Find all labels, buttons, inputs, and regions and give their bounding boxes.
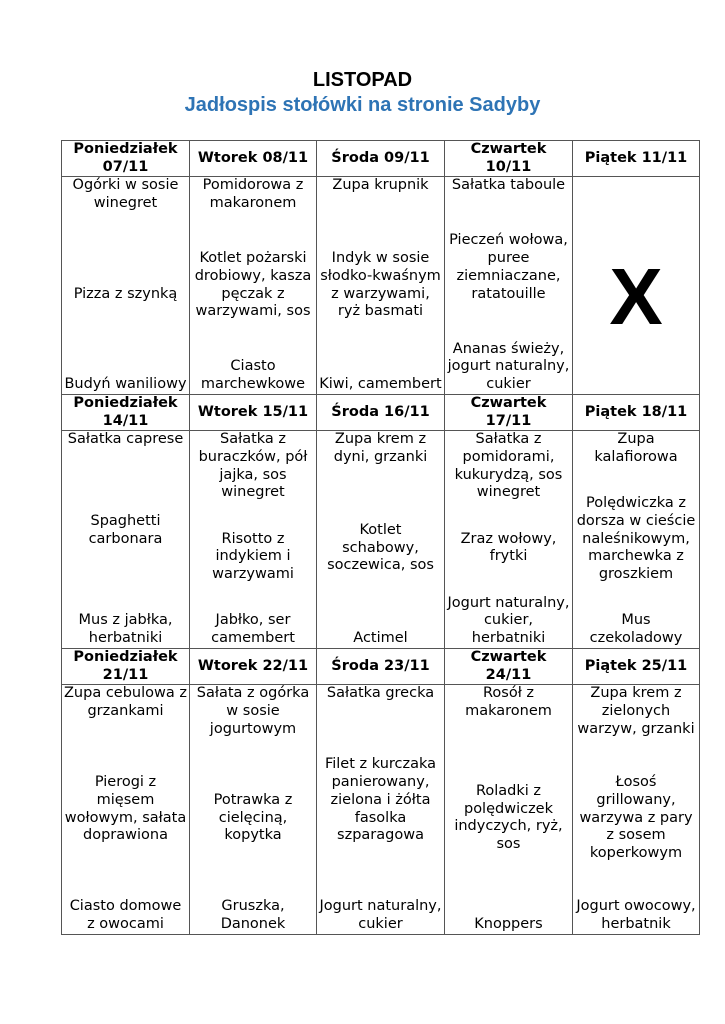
soup-item: Ogórki w sosie winegret [72,177,179,211]
day-menu-cell [317,431,445,649]
soup-item: Rosół z makaronem [465,685,552,719]
main-course-item: Kotlet schabowy, soczewica, sos [327,521,434,574]
day-menu-cell [317,177,445,395]
soup-item: Sałatka caprese [67,431,184,447]
day-menu-cell [445,685,573,935]
main-course-item: Spaghetti carbonara [88,512,163,547]
dessert-item: Actimel [353,630,408,647]
day-header: Piątek 18/11 [573,395,700,431]
soup-item: Sałata z ogórka w sosie jogurtowym [196,685,310,737]
soup-item: Sałatka grecka [326,685,435,701]
page-subtitle: Jadłospis stołówki na stronie Sadyby [184,94,541,116]
day-menu-cell [190,685,317,935]
main-course-item: Filet z kurczaka panierowany, zielona i żółta fasolka szparagowa [324,756,437,844]
day-header: Poniedziałek 07/11 [62,141,190,177]
dessert-item: Gruszka, Danonek [220,898,286,933]
week-menu-row [62,177,700,395]
main-course-item: Potrawka z cielęciną, kopytka [213,791,293,844]
dessert-item: Jogurt naturalny, cukier, herbatniki [447,594,570,647]
soup-item: Zupa krem z zielonych warzyw, grzanki [577,685,695,737]
holiday-mark: X [609,252,663,341]
soup-item: Zupa cebulowa z grzankami [64,685,187,719]
soup-item: Pomidorowa z makaronem [202,177,304,211]
soup-item: Sałatka z pomidorami, kukurydzą, sos winegret [454,431,563,501]
day-header: Wtorek 22/11 [190,649,317,685]
main-course-item: Pizza z szynką [73,285,178,302]
day-header: Wtorek 15/11 [190,395,317,431]
week-menu-row [62,685,700,935]
main-course-item: Polędwiczka z dorsza w cieście naleśnikowym, marchewka z groszkiem [576,495,696,583]
dessert-item: Mus czekoladowy [589,612,683,647]
day-header: Czwartek 10/11 [445,141,573,177]
day-menu-cell [62,177,190,395]
dessert-item: Knoppers [474,916,543,933]
main-course-item: Kotlet pożarski drobiowy, kasza pęczak z warzywami, sos [194,249,312,320]
week-header-row [62,141,700,177]
day-menu-cell [190,431,317,649]
soup-item: Zupa kalafiorowa [594,431,678,465]
day-menu-cell [190,177,317,395]
week-menu-row [62,431,700,649]
main-course-item: Zraz wołowy, frytki [460,530,557,565]
dessert-item: Ciasto domowe z owocami [69,898,182,933]
main-course-item: Risotto z indykiem i warzywami [212,530,294,583]
day-header: Czwartek 24/11 [445,649,573,685]
day-menu-cell [573,177,700,395]
main-course-item: Pierogi z mięsem wołowym, sałata doprawiona [64,773,187,844]
week-header-row [62,395,700,431]
day-menu-cell [573,685,700,935]
day-menu-cell [62,685,190,935]
main-course-item: Pieczeń wołowa, puree ziemniaczane, ratatouille [449,232,568,302]
day-header: Środa 23/11 [317,649,445,685]
day-menu-cell [445,177,573,395]
day-header: Wtorek 08/11 [190,141,317,177]
main-course-item: Roladki z polędwiczek indyczych, ryż, sos [454,782,563,853]
dessert-item: Kiwi, camembert [319,376,442,393]
day-header: Czwartek 17/11 [445,395,573,431]
day-menu-cell [62,431,190,649]
menu-table [61,140,700,935]
dessert-item: Jogurt naturalny, cukier [319,898,442,933]
day-header: Poniedziałek 14/11 [62,395,190,431]
dessert-item: Ananas świeży, jogurt naturalny, cukier [447,340,570,393]
day-header: Piątek 11/11 [573,141,700,177]
dessert-item: Mus z jabłka, herbatniki [78,612,173,647]
day-header: Środa 16/11 [317,395,445,431]
day-menu-cell [573,431,700,649]
dessert-item: Budyń waniliowy [64,376,187,393]
dessert-item: Jogurt owocowy, herbatnik [576,898,696,933]
soup-item: Zupa krupnik [332,177,429,193]
main-course-item: Łosoś grillowany, warzywa z pary z sosem koperkowym [579,773,693,862]
day-header: Piątek 25/11 [573,649,700,685]
soup-item: Sałatka taboule [451,177,566,193]
page-title: LISTOPAD [312,69,413,91]
soup-item: Zupa krem z dyni, grzanki [333,431,428,465]
week-header-row [62,649,700,685]
day-menu-cell [445,431,573,649]
dessert-item: Jabłko, ser camembert [211,612,295,647]
day-header: Poniedziałek 21/11 [62,649,190,685]
day-header: Środa 09/11 [317,141,445,177]
dessert-item: Ciasto marchewkowe [200,358,306,393]
day-menu-cell [317,685,445,935]
soup-item: Sałatka z buraczków, pół jajka, sos winegret [198,431,308,501]
main-course-item: Indyk w sosie słodko-kwaśnym z warzywami, ryż basmati [320,249,441,320]
